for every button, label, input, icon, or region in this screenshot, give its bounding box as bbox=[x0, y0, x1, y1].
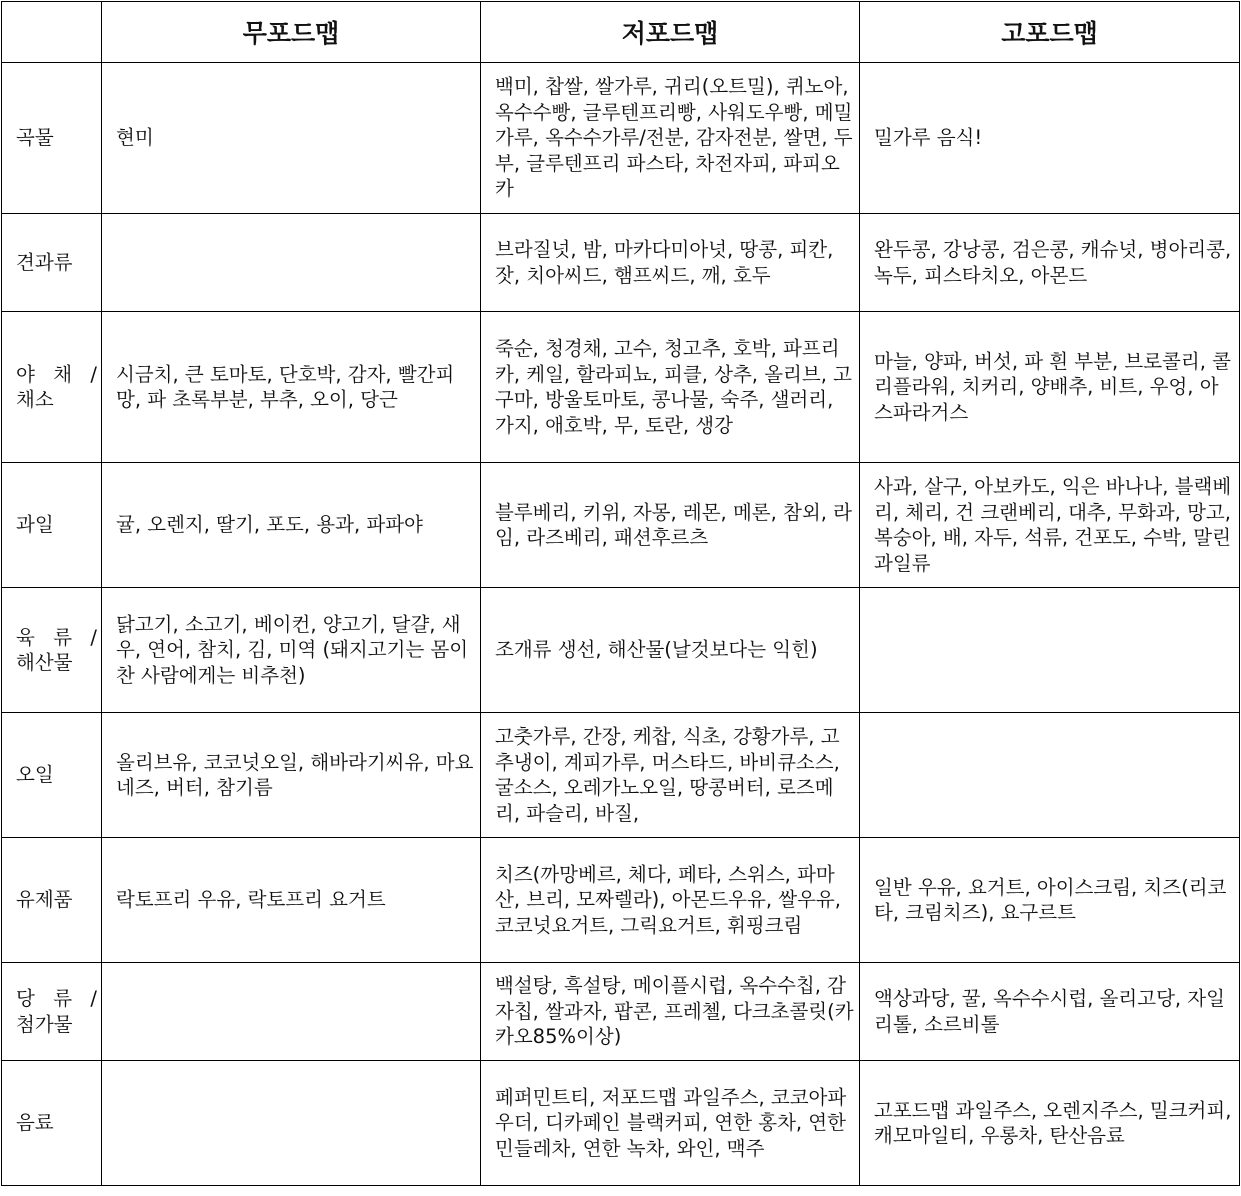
low-fodmap-cell: 블루베리, 키위, 자몽, 레몬, 메론, 참외, 라임, 라즈베리, 패션후르츠 bbox=[481, 463, 860, 588]
low-fodmap-cell: 페퍼민트티, 저포드맵 과일주스, 코코아파우더, 디카페인 블랙커피, 연한 홍차, 연한 민들레차, 연한 녹차, 와인, 맥주 bbox=[481, 1061, 860, 1186]
header-low-fodmap: 저포드맵 bbox=[481, 2, 860, 63]
low-fodmap-cell: 치즈(까망베르, 체다, 페타, 스위스, 파마산, 브리, 모짜렐라), 아몬드우유, 쌀우유, 코코넛요거트, 그릭요거트, 휘핑크림 bbox=[481, 838, 860, 963]
header-blank bbox=[2, 2, 102, 63]
category-cell: 음료 bbox=[2, 1061, 102, 1186]
high-fodmap-cell bbox=[860, 588, 1240, 713]
no-fodmap-cell: 귤, 오렌지, 딸기, 포도, 용과, 파파야 bbox=[102, 463, 481, 588]
no-fodmap-cell: 락토프리 우유, 락토프리 요거트 bbox=[102, 838, 481, 963]
category-cell: 견과류 bbox=[2, 214, 102, 312]
no-fodmap-cell: 올리브유, 코코넛오일, 해바라기씨유, 마요네즈, 버터, 참기름 bbox=[102, 713, 481, 838]
high-fodmap-cell: 완두콩, 강낭콩, 검은콩, 캐슈넛, 병아리콩, 녹두, 피스타치오, 아몬드 bbox=[860, 214, 1240, 312]
category-cell: 육 류 / 해산물 bbox=[2, 588, 102, 713]
category-cell: 과일 bbox=[2, 463, 102, 588]
category-cell: 유제품 bbox=[2, 838, 102, 963]
fodmap-table bbox=[1, 1, 1240, 1186]
table-row bbox=[2, 1061, 1240, 1186]
header-no-fodmap: 무포드맵 bbox=[102, 2, 481, 63]
no-fodmap-cell bbox=[102, 214, 481, 312]
table-row bbox=[2, 214, 1240, 312]
table-row bbox=[2, 713, 1240, 838]
no-fodmap-cell: 닭고기, 소고기, 베이컨, 양고기, 달걀, 새우, 연어, 참치, 김, 미역 (돼지고기는 몸이 찬 사람에게는 비추천) bbox=[102, 588, 481, 713]
category-cell: 야 채 / 채소 bbox=[2, 312, 102, 463]
high-fodmap-cell: 액상과당, 꿀, 옥수수시럽, 올리고당, 자일리톨, 소르비톨 bbox=[860, 963, 1240, 1061]
high-fodmap-cell: 일반 우유, 요거트, 아이스크림, 치즈(리코타, 크림치즈), 요구르트 bbox=[860, 838, 1240, 963]
high-fodmap-cell: 고포드맵 과일주스, 오렌지주스, 밀크커피, 캐모마일티, 우롱차, 탄산음료 bbox=[860, 1061, 1240, 1186]
no-fodmap-cell: 시금치, 큰 토마토, 단호박, 감자, 빨간피망, 파 초록부분, 부추, 오이, 당근 bbox=[102, 312, 481, 463]
table-row bbox=[2, 312, 1240, 463]
high-fodmap-cell: 사과, 살구, 아보카도, 익은 바나나, 블랙베리, 체리, 건 크랜베리, 대추, 무화과, 망고, 복숭아, 배, 자두, 석류, 건포도, 수박, 말린과일류 bbox=[860, 463, 1240, 588]
table-row bbox=[2, 588, 1240, 713]
low-fodmap-cell: 고춧가루, 간장, 케찹, 식초, 강황가루, 고추냉이, 계피가루, 머스타드, 바비큐소스, 굴소스, 오레가노오일, 땅콩버터, 로즈메리, 파슬리, 바질, bbox=[481, 713, 860, 838]
no-fodmap-cell bbox=[102, 1061, 481, 1186]
low-fodmap-cell: 조개류 생선, 해산물(날것보다는 익힌) bbox=[481, 588, 860, 713]
category-cell: 오일 bbox=[2, 713, 102, 838]
low-fodmap-cell: 죽순, 청경채, 고수, 청고추, 호박, 파프리카, 케일, 할라피뇨, 피클, 상추, 올리브, 고구마, 방울토마토, 콩나물, 숙주, 샐러리, 가지, 애호박, 무, 토란, 생강 bbox=[481, 312, 860, 463]
high-fodmap-cell: 마늘, 양파, 버섯, 파 흰 부분, 브로콜리, 콜리플라워, 치커리, 양배추, 비트, 우엉, 아스파라거스 bbox=[860, 312, 1240, 463]
low-fodmap-cell: 백설탕, 흑설탕, 메이플시럽, 옥수수칩, 감자칩, 쌀과자, 팝콘, 프레첼, 다크초콜릿(카카오85%이상) bbox=[481, 963, 860, 1061]
header-high-fodmap: 고포드맵 bbox=[860, 2, 1240, 63]
header-row bbox=[2, 2, 1240, 63]
table-row bbox=[2, 63, 1240, 214]
category-cell: 곡물 bbox=[2, 63, 102, 214]
category-cell: 당 류 / 첨가물 bbox=[2, 963, 102, 1061]
table-row bbox=[2, 463, 1240, 588]
no-fodmap-cell bbox=[102, 963, 481, 1061]
high-fodmap-cell bbox=[860, 713, 1240, 838]
low-fodmap-cell: 백미, 찹쌀, 쌀가루, 귀리(오트밀), 퀴노아, 옥수수빵, 글루텐프리빵, 사워도우빵, 메밀가루, 옥수수가루/전분, 감자전분, 쌀면, 두부, 글루텐프리 파스타, 차전자피, 파피오카 bbox=[481, 63, 860, 214]
high-fodmap-cell: 밀가루 음식! bbox=[860, 63, 1240, 214]
table-row bbox=[2, 963, 1240, 1061]
table-row bbox=[2, 838, 1240, 963]
low-fodmap-cell: 브라질넛, 밤, 마카다미아넛, 땅콩, 피칸, 잣, 치아씨드, 햄프씨드, 깨, 호두 bbox=[481, 214, 860, 312]
no-fodmap-cell: 현미 bbox=[102, 63, 481, 214]
